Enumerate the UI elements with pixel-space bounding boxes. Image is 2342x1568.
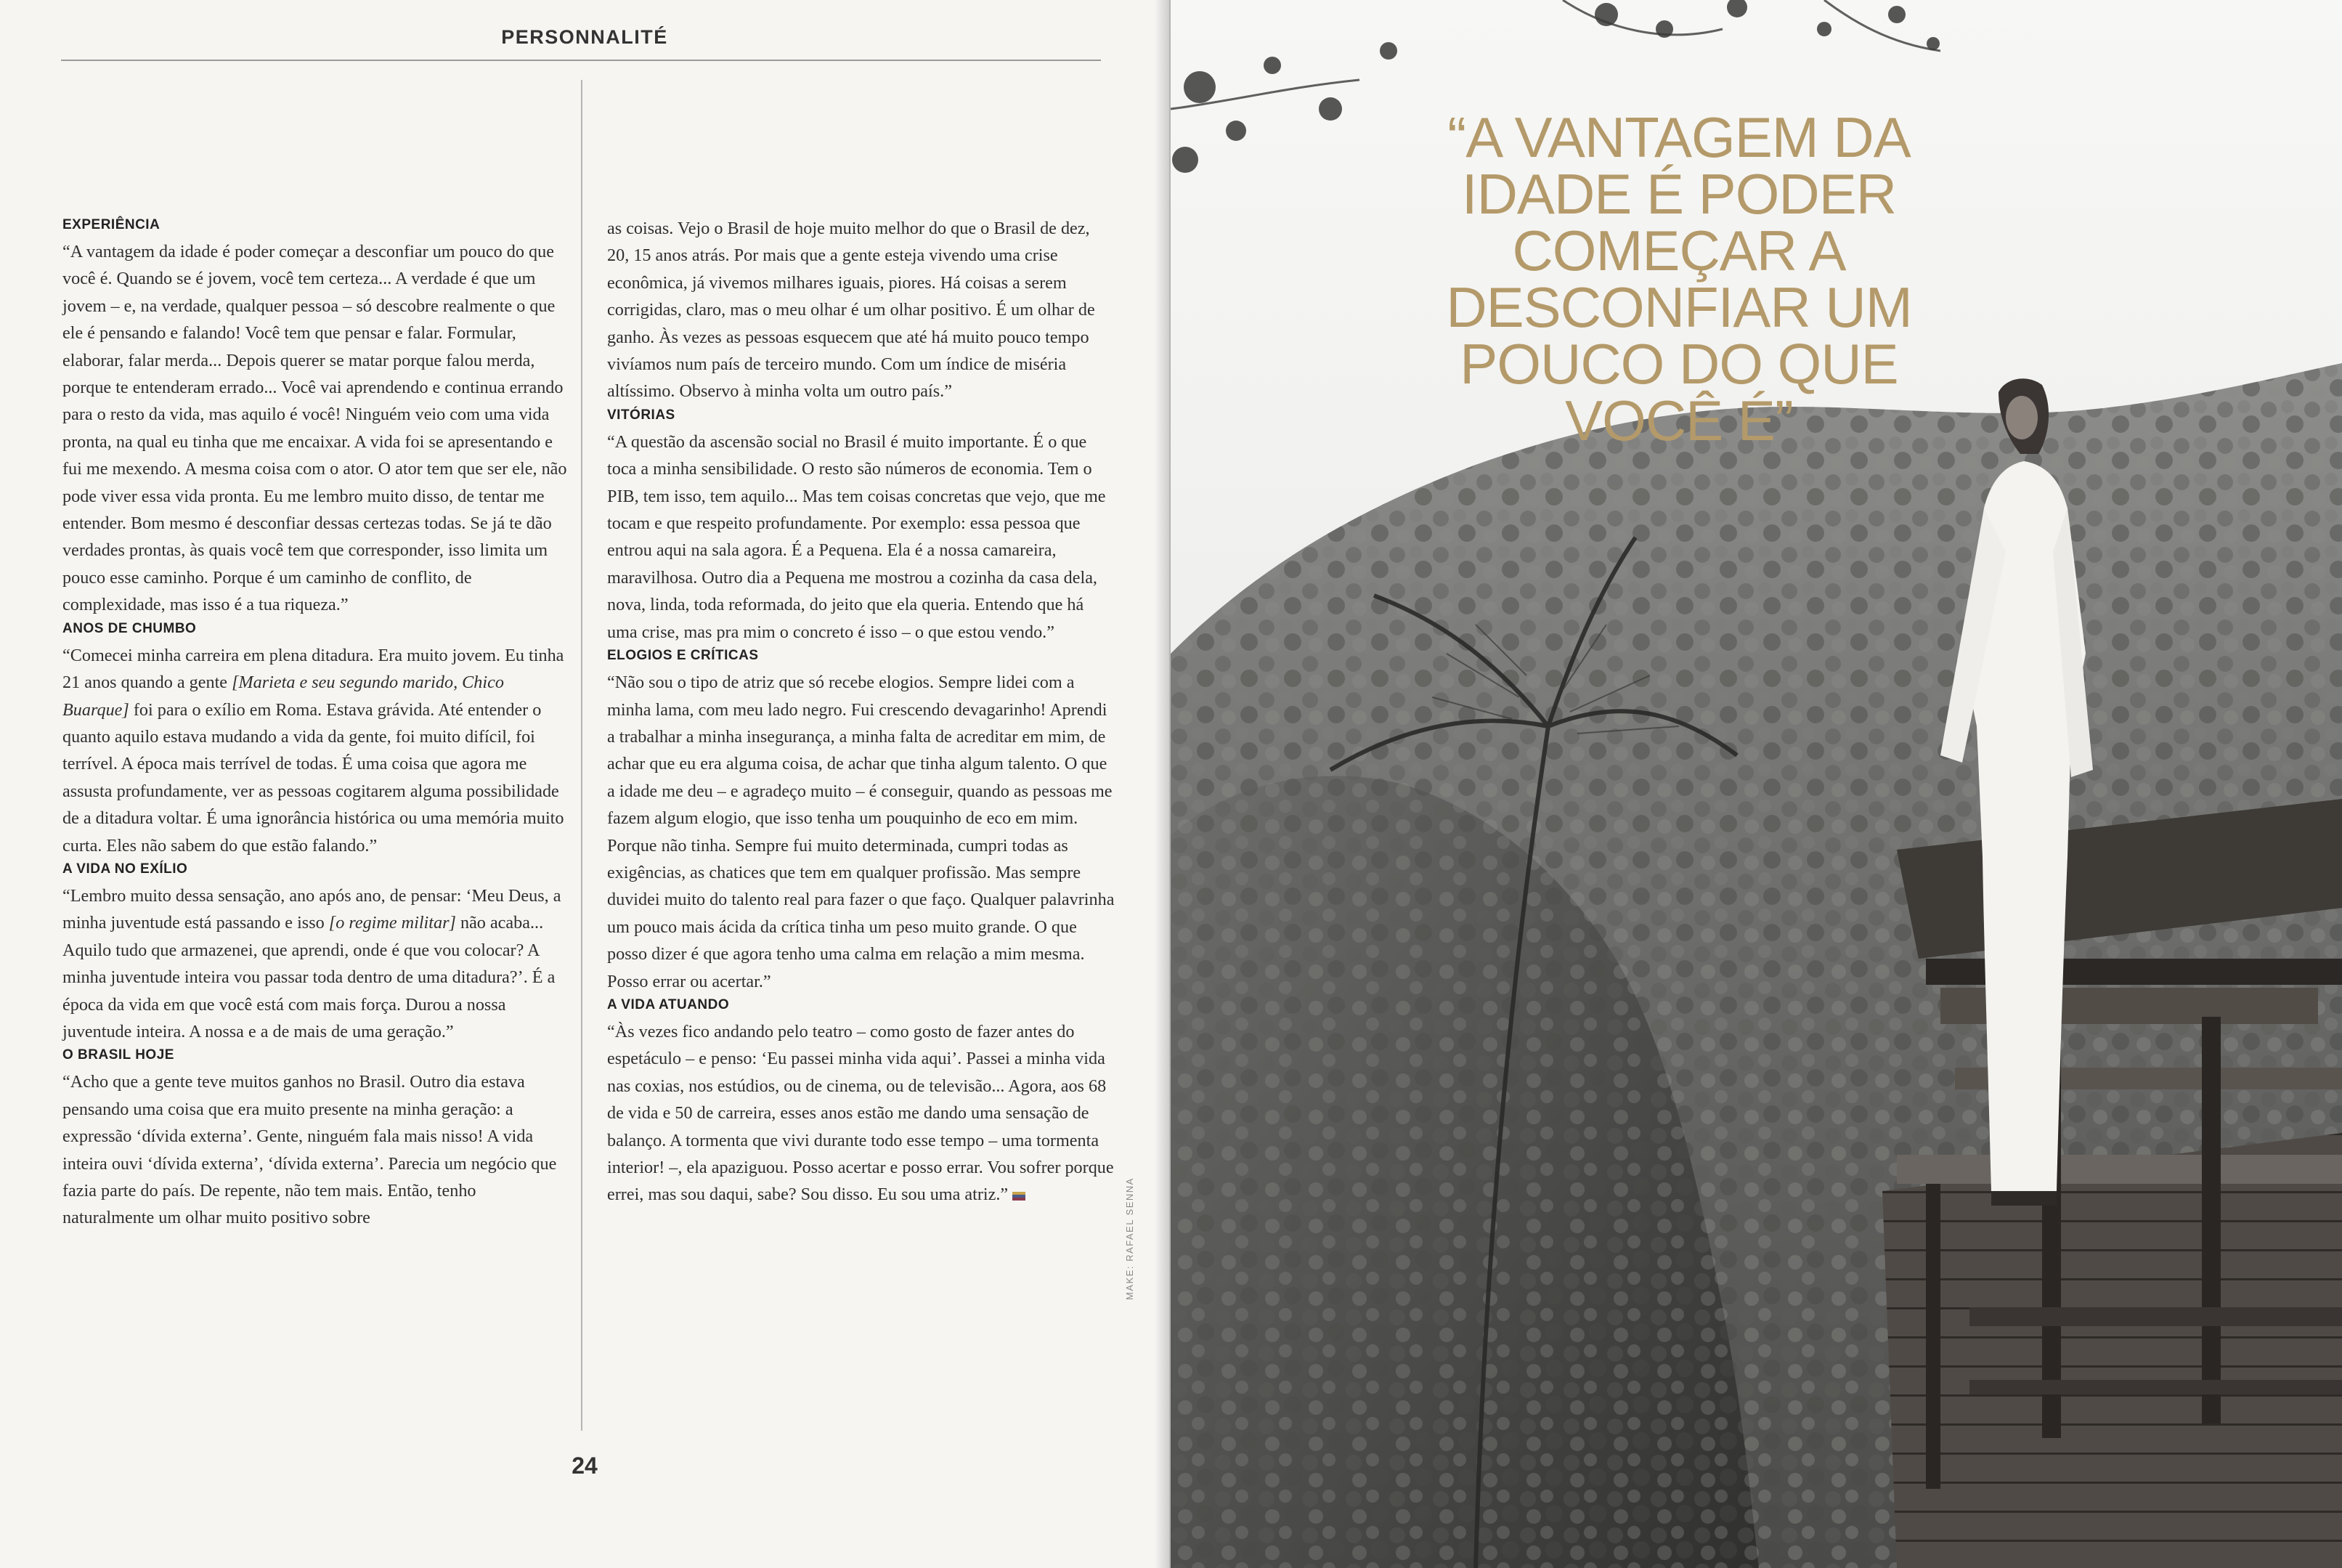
pull-quote-line: VOCÊ É” xyxy=(1565,389,1793,452)
pull-quote-line: POUCO DO QUE xyxy=(1460,332,1898,396)
header-rule xyxy=(61,60,1101,61)
text-column-2 xyxy=(607,215,1115,1209)
section-body-a-vida-atuando xyxy=(607,1018,1115,1209)
body-text: “Lembro muito dessa sensação, ano após ano, de pensar: ‘Meu Deus, a minha juventude está passando e isso xyxy=(62,885,561,933)
text-column-1 xyxy=(62,215,571,1232)
running-head: PERSONNALITÉ xyxy=(501,26,668,48)
pull-quote-line: COMEÇAR A xyxy=(1512,219,1846,283)
section-body-vitorias: “A questão da ascensão social no Brasil é muito importante. É o que toca a minha sensibilidade. O resto são números de economia. Tem o PIB, tem isso, tem aquilo... Mas tem coisas concretas que vejo, que me tocam e que respeito profundamente. Por exemplo: essa pessoa que entrou aqui na sala agora. É a Pequena. Ela é a nossa camareira, maravilhosa. Outro dia a Pequena me mostrou a cozinha da casa dela, nova, linda, toda reformada, do jeito que ela queria. Entendo que há uma crise, mas pra mim o concreto é isso – o que estou vendo.” xyxy=(607,431,1106,642)
section-title-anos-de-chumbo: ANOS DE CHUMBO xyxy=(62,620,197,636)
pull-quote-line: IDADE É PODER xyxy=(1461,162,1897,226)
section-body-anos-de-chumbo xyxy=(62,642,571,859)
photo-credit: MAKE: RAFAEL SENNA xyxy=(1124,1177,1135,1300)
section-body-elogios-e-criticas: “Não sou o tipo de atriz que só recebe elogios. Sempre lidei com a minha lama, com meu lado negro. Fui crescendo devagarinho! Aprendi a trabalhar a minha insegurança, a minha falta de acreditar em mim, de achar que eu era alguma coisa, de achar que tinha algum talento. O que a idade me deu – e agradeço muito – é conseguir, quando as pessoas me fazem algum elogio, que isso tenha um pouquinho de eco em mim. Porque não tinha. Sempre fui muito determinada, cumpri todas as exigências, as chatices que tem em qualquer profissão. Mas sempre duvidei muito do talento real para fazer o que faço. Qualquer palavrinha um pouco mais ácida da crítica tinha um peso muito grande. O que posso dizer é que agora tenho uma calma em relação a mim mesma. Posso errar ou acertar.” xyxy=(607,673,1115,991)
pull-quote-line: DESCONFIAR UM xyxy=(1446,275,1912,339)
section-title-experiencia: EXPERIÊNCIA xyxy=(62,217,160,232)
column-divider xyxy=(581,80,582,1431)
pull-quote xyxy=(1316,105,2042,452)
section-title-elogios-e-criticas: ELOGIOS E CRÍTICAS xyxy=(607,648,759,664)
body-text: “Comecei minha carreira em plena ditadura. Era muito jovem. Eu tinha 21 anos quando a gente xyxy=(62,645,564,693)
body-text: não acaba... Aquilo tudo que armazenei, que aprendi, onde é que vou colocar? A minha juventude inteira vou passar toda dentro de uma ditadura?’. É a época da vida em que você está com mais força. Durou a nossa juventude inteira. A nossa e a de mais de uma geração.” xyxy=(62,913,556,1041)
body-text: foi para o exílio em Roma. Estava grávida. Até entender o quanto aquilo estava mudando a vida da gente, foi muito difícil, foi terrível. A época mais terrível de todas. É uma coisa que agora me assusta profundamente, ver as pessoas cogitarem alguma possibilidade de a ditadura voltar. É uma ignorância histórica ou uma memória muito curta. Eles não sabem do que estão falando.” xyxy=(62,699,564,856)
editor-note: [o regime militar] xyxy=(328,913,456,933)
section-continuation-o-brasil-hoje: as coisas. Vejo o Brasil de hoje muito melhor do que o Brasil de dez, 20, 15 anos atrás. Por mais que a gente esteja vivendo uma crise econômica, já vivemos milhares iguais, piores. Há coisas a serem corrigidas, claro, mas o meu olhar é um olhar positivo. É um olhar de ganho. Às vezes as pessoas esquecem que até há muito pouco tempo vivíamos num país de terceiro mundo. Com um índice de miséria altíssimo. Observo à minha volta um outro país.” xyxy=(607,219,1095,402)
section-title-a-vida-no-exilio: A VIDA NO EXÍLIO xyxy=(62,861,188,877)
section-title-vitorias: VITÓRIAS xyxy=(607,407,675,423)
section-body-a-vida-no-exilio xyxy=(62,882,571,1045)
left-page xyxy=(0,0,1169,1568)
page-number: 24 xyxy=(572,1453,598,1479)
end-of-article-mark xyxy=(1012,1192,1025,1201)
body-text: “Às vezes fico andando pelo teatro – como gosto de fazer antes do espetáculo – e penso: ‘Eu passei minha vida aqui’. Passei a minha vida nas coxias, nos estúdios, ou de cinema, ou de televisão... Agora, aos 68 de vida e 50 de carreira, esses anos estão me dando uma sensação de balanço. A tormenta que vivi durante todo esse tempo – uma tormenta interior! –, ela apaziguou. Posso acertar e posso errar. Vou sofrer porque errei, mas sou daqui, sabe? Sou disso. Eu sou uma atriz.” xyxy=(607,1021,1114,1205)
section-title-a-vida-atuando: A VIDA ATUANDO xyxy=(607,996,730,1012)
section-body-o-brasil-hoje: “Acho que a gente teve muitos ganhos no Brasil. Outro dia estava pensando uma coisa que era muito presente na minha geração: a expressão ‘dívida externa’. Gente, ninguém fala mais nisso! A vida inteira ouvi ‘dívida externa’, ‘dívida externa’. Parecia um negócio que fazia parte do país. De repente, não tem mais. Então, tenho naturalmente um olhar muito positivo sobre xyxy=(62,1072,557,1228)
right-page xyxy=(1171,0,2342,1568)
pull-quote-line: “A VANTAGEM DA xyxy=(1447,105,1911,169)
section-title-o-brasil-hoje: O BRASIL HOJE xyxy=(62,1047,174,1063)
section-body-experiencia: “A vantagem da idade é poder começar a desconfiar um pouco do que você é. Quando se é jovem, você tem certeza... A verdade é que um jovem – e, na verdade, qualquer pessoa – só descobre realmente o que ele é pensando e falando! Você tem que pensar e falar. Formular, elaborar, falar merda... Depois querer se matar porque falou merda, porque te entenderam errado... Você vai aprendendo e continua errando para o resto da vida, mas aquilo é você! Ninguém veio com uma vida pronta, na qual eu tinha que me encaixar. A vida foi se apresentando e fui me mexendo. A mesma coisa com o ator. O ator tem que ser ele, não pode viver essa vida pronta. Eu me lembro muito disso, de tentar me entender. Bom mesmo é desconfiar dessas certezas todas. Se já te dão verdades prontas, às quais você tem que corresponder, isso limita um pouco esse caminho. Porque é um caminho de conflito, de complexidade, mas isso é a tua riqueza.” xyxy=(62,242,567,615)
editor-note: [Marieta e seu segundo marido, Chico Buarque] xyxy=(62,673,504,720)
